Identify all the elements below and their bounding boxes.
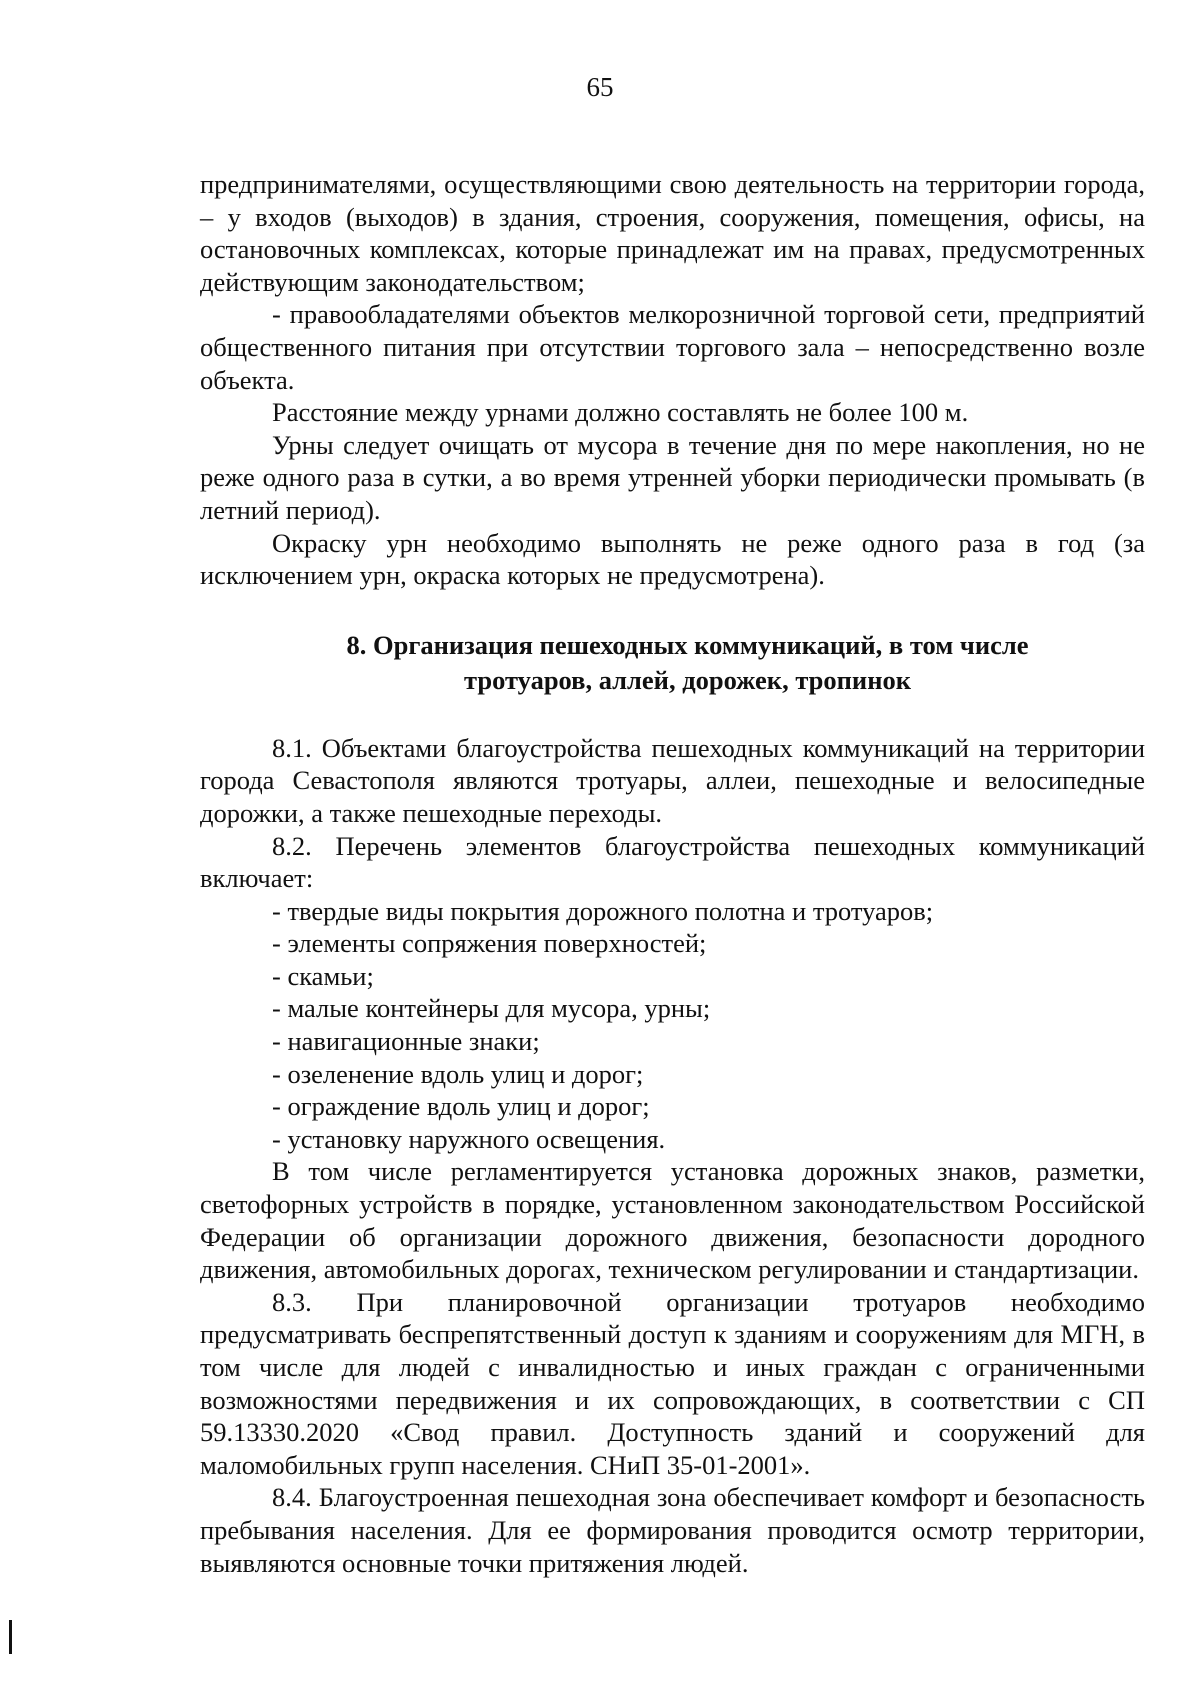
elements-list (200, 895, 1145, 1156)
clause-8-4: 8.4. Благоустроенная пешеходная зона обеспечивает комфорт и безопасность пребывания населения. Для ее формирования проводится осмотр территории, выявляются основные точки притяжения людей. (200, 1482, 1145, 1578)
list-item: - навигационные знаки; (272, 1026, 540, 1057)
list-item: - элементы сопряжения поверхностей; (272, 928, 707, 959)
paragraph-retail-owners: - правообладателями объектов мелкорозничной торговой сети, предприятий общественного питания при отсутствии торгового зала – непосредственно возле объекта. (200, 299, 1145, 395)
section-heading-line-1: 8. Организация пешеходных коммуникаций, в том числе (346, 629, 1029, 660)
list-item: - озеленение вдоль улиц и дорог; (272, 1058, 644, 1089)
clause-8-3: 8.3. При планировочной организации тротуаров необходимо предусматривать беспрепятственный доступ к зданиям и сооружениям для МГН, в том числе для людей с инвалидностью и иных граждан с ограниченными возможностями передвижения и их сопровождающих, в соответствии с СП 59.13330.2020 «Свод правил. Доступность зданий и сооружений для маломобильных групп населения. СНиП 35-01-2001». (200, 1286, 1145, 1480)
clause-8-2: 8.2. Перечень элементов благоустройства пешеходных коммуникаций включает: (200, 830, 1145, 894)
page-number: 65 (586, 72, 614, 102)
paragraph-urn-distance: Расстояние между урнами должно составлять не более 100 м. (272, 397, 969, 428)
list-item: - твердые виды покрытия дорожного полотна и тротуаров; (272, 895, 934, 926)
document-body (200, 168, 1145, 1579)
paragraph-urn-painting: Окраску урн необходимо выполнять не реже одного раза в год (за исключением урн, окраска которых не предусмотрена). (200, 527, 1145, 591)
paragraph-regulation: В том числе регламентируется установка дорожных знаков, разметки, светофорных устройств в порядке, установленном законодательством Российской Федерации об организации дорожного движения, безопасности дородного движения, автомобильных дорогах, техническом регулировании и стандартизации. (200, 1156, 1145, 1285)
list-item: - скамьи; (272, 960, 374, 991)
clause-8-1: 8.1. Объектами благоустройства пешеходных коммуникаций на территории города Севастополя являются тротуары, аллеи, пешеходные и велосипедные дорожки, а также пешеходные переходы. (200, 732, 1145, 828)
list-item: - ограждение вдоль улиц и дорог; (272, 1091, 650, 1122)
paragraph-entrepreneurs: предпринимателями, осуществляющими свою деятельность на территории города, – у входов (выходов) в здания, строения, сооружения, помещения, офисы, на остановочных комплексах, которые принадлежат им на правах, предусмотренных действующим законодательством; (200, 169, 1145, 297)
section-heading (200, 628, 1145, 698)
scan-margin-mark (9, 1620, 12, 1654)
list-item: - установку наружного освещения. (272, 1123, 666, 1154)
list-item: - малые контейнеры для мусора, урны; (272, 993, 711, 1024)
paragraph-urn-cleaning: Урны следует очищать от мусора в течение дня по мере накопления, но не реже одного раза в сутки, а во время утренней уборки периодически промывать (в летний период). (200, 429, 1145, 525)
section-heading-line-2: тротуаров, аллей, дорожек, тропинок (464, 664, 911, 695)
